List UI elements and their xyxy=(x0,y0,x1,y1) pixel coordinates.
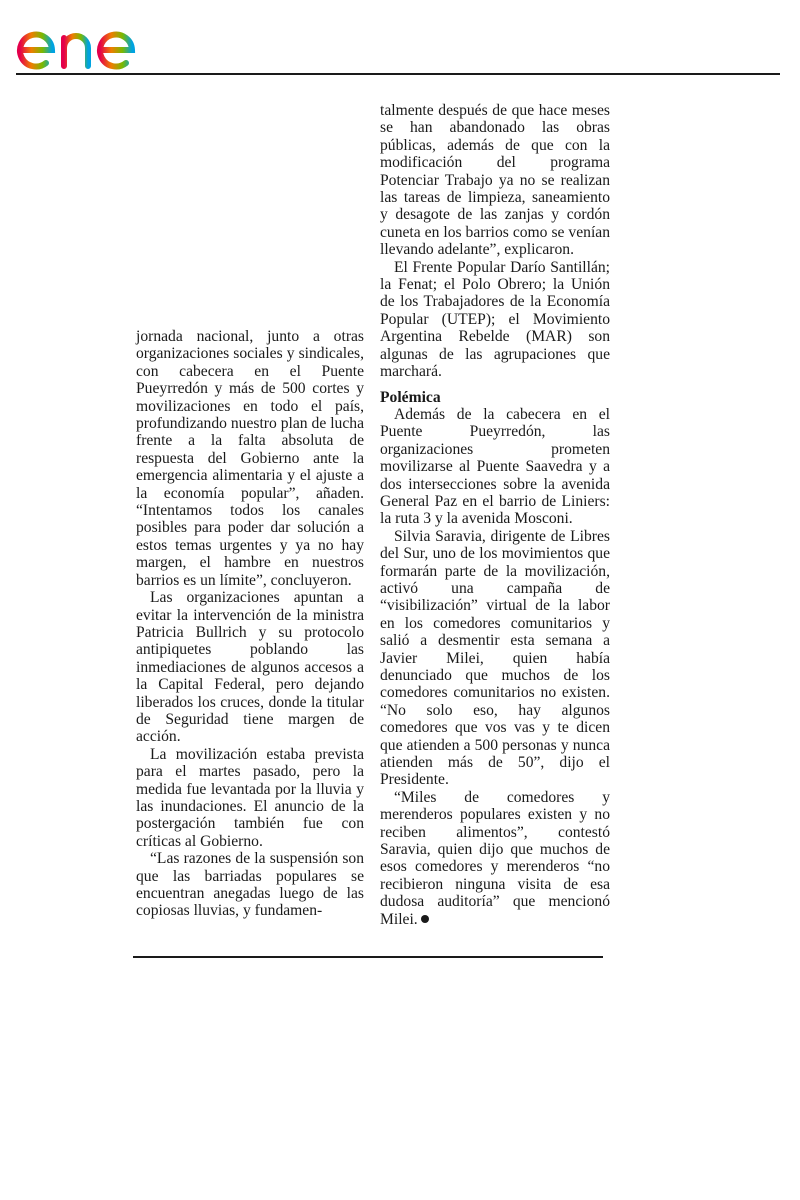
footer-rule xyxy=(133,956,603,958)
article-right-column xyxy=(380,102,610,928)
article-paragraph: Silvia Saravia, dirigente de Libres del Sur, uno de los movimientos que formarán parte de la movilización, activó una campaña de “visibilización” virtual de la labor en los comedores comunitarios y salió a desmentir esta semana a Javier Milei, quien había denunciado que muchos de los comedores comunitarios no existen. “No solo eso, hay algunos comedores que vos vas y te dicen que atienden a 500 personas y nunca atienden más de 50”, dijo el Presidente. xyxy=(380,527,610,789)
article-paragraph: La movilización estaba prevista para el martes pasado, pero la medida fue levantada por la lluvia y las inundaciones. El anuncio de la postergación también fue con críticas al Gobierno. xyxy=(136,745,364,850)
article-paragraph xyxy=(380,789,610,928)
enel-logo xyxy=(16,8,178,70)
end-mark-icon xyxy=(421,915,429,923)
header-rule xyxy=(16,73,780,75)
subheading: Polémica xyxy=(380,388,441,406)
article-paragraph: “Las razones de la suspensión son que las barriadas populares se encuentran anegadas luego de las copiosas lluvias, y fundamen- xyxy=(136,850,364,920)
article-paragraph: Las organizaciones apuntan a evitar la intervención de la ministra Patricia Bullrich y su protocolo antipiquetes poblando las inmediaciones de algunos accesos a la Capital Federal, pero dejando liberados los cruces, donde la titular de Seguridad tiene margen de acción. xyxy=(136,589,364,746)
article-paragraph: talmente después de que hace meses se han abandonado las obras públicas, además de que con la modificación del programa Potenciar Trabajo ya no se realizan las tareas de limpieza, saneamiento y desagote de las zanjas y cordón cuneta en los barrios como se venían llevando adelante”, explicaron. xyxy=(380,102,610,259)
article-paragraph: El Frente Popular Darío Santillán; la Fenat; el Polo Obrero; la Unión de los Trabajadores de la Economía Popular (UTEP); el Movimiento Argentina Rebelde (MAR) son algunas de las agrupaciones que marchará. xyxy=(380,258,610,381)
article-paragraph-text: “Miles de comedores y merenderos populares existen y no reciben alimentos”, contestó Saravia, quien dijo que muchos de esos comedores y merenderos “no recibieron ninguna visita de esa dudosa auditoría” que mencionó Milei. xyxy=(380,788,610,928)
article-paragraph: jornada nacional, junto a otras organizaciones sociales y sindicales, con cabecera en el Puente Pueyrredón y más de 500 cortes y movilizaciones en todo el país, profundizando nuestro plan de lucha frente a la falta absoluta de respuesta del Gobierno ante la emergencia alimentaria y el ajuste a la economía popular”, añaden. “Intentamos todos los canales posibles para poder dar solución a estos temas urgentes y ya no hay margen, el hambre en nuestros barrios es un límite”, concluyeron. xyxy=(136,328,364,589)
article-left-column xyxy=(136,328,364,920)
article-paragraph: Además de la cabecera en el Puente Pueyrredón, las organizaciones prometen movilizarse al Puente Saavedra y a dos intersecciones sobre la avenida General Paz en el barrio de Liniers: la ruta 3 y la avenida Mosconi. xyxy=(380,405,610,528)
